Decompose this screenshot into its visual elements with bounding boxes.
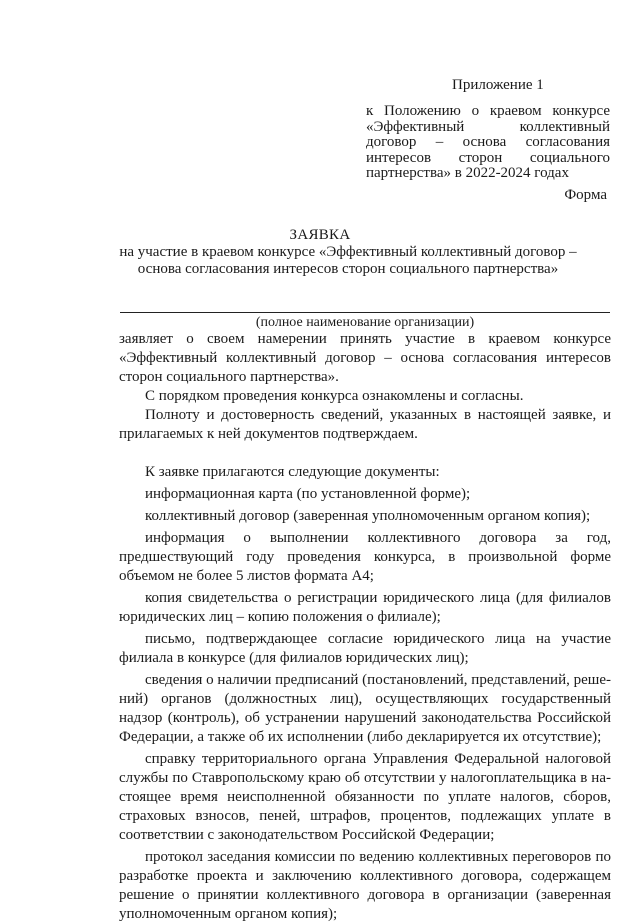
organization-name-caption: (полное наименование организации) — [255, 315, 475, 330]
attachment-item: сведения о наличии предписаний (постановлений, представлений, решений) органов (должностных лиц), осуществляющих государственный надзор (контроль), об устранении нарушений законодательства Российской Федерации, а также об их исполнении (либо декларируется их отсутствие); — [119, 672, 611, 745]
confirmation-paragraph: Полноту и достоверность сведений, указанных в настоящей заявке, и прилагаемых к ней документов подтверждаем. — [119, 407, 611, 442]
application-body — [119, 330, 611, 924]
attachment-item: информация о выполнении коллективного договора за год, предшествующий году проведения конкурса, в произвольной форме объемом не более 5 листов формата А4; — [119, 530, 611, 584]
declaration-paragraph: заявляет о своем намерении принять участие в краевом конкурсе «Эффективный коллективный договор – основа согласования интересов сторон социального партнерства». — [119, 331, 611, 385]
acknowledgement-paragraph: С порядком проведения конкурса ознакомлены и согласны. — [145, 388, 524, 404]
document-title: ЗАЯВКА — [289, 227, 351, 243]
attachments-intro: К заявке прилагаются следующие документы: — [145, 464, 440, 480]
attachment-item: информационная карта (по установленной форме); — [145, 486, 471, 502]
organization-name-line — [120, 312, 610, 313]
appendix-label: Приложение 1 — [452, 77, 544, 93]
attachment-item: протокол заседания комиссии по ведению коллективных переговоров по разработке проекта и заключению коллективного договора, содержащем решение о принятии коллективного договора в организации (заверенная уполномоченным органом копия); — [119, 849, 611, 922]
attachment-item: письмо, подтверждающее согласие юридического лица на участие филиала в конкурсе (для филиалов юридических лиц); — [119, 631, 611, 666]
regulation-reference: к Положению о краевом конкурсе «Эффективный коллективный договор – основа согласования интересов сторон социального партнерства» в 2022-2024 годах — [366, 103, 610, 181]
attachment-item: коллективный договор (заверенная уполномоченным органом копия); — [145, 508, 591, 524]
attachment-item: справку территориального органа Управления Федеральной налоговой службы по Ставропольскому краю об отсутствии у налогоплательщика в настоящее время неисполненной обязанности по уплате налогов, сборов, страховых взносов, пеней, штрафов, процентов, подлежащих уплате в соответствии с законодательством Российской Федерации; — [119, 751, 611, 843]
attachment-item: копия свидетельства о регистрации юридического лица (для филиалов юридических лиц – копию положения о филиале); — [119, 590, 611, 625]
form-label: Форма — [564, 187, 607, 203]
document-subtitle: на участие в краевом конкурсе «Эффективный коллективный договор – основа согласования интересов сторон социального партнерства» — [119, 244, 577, 277]
